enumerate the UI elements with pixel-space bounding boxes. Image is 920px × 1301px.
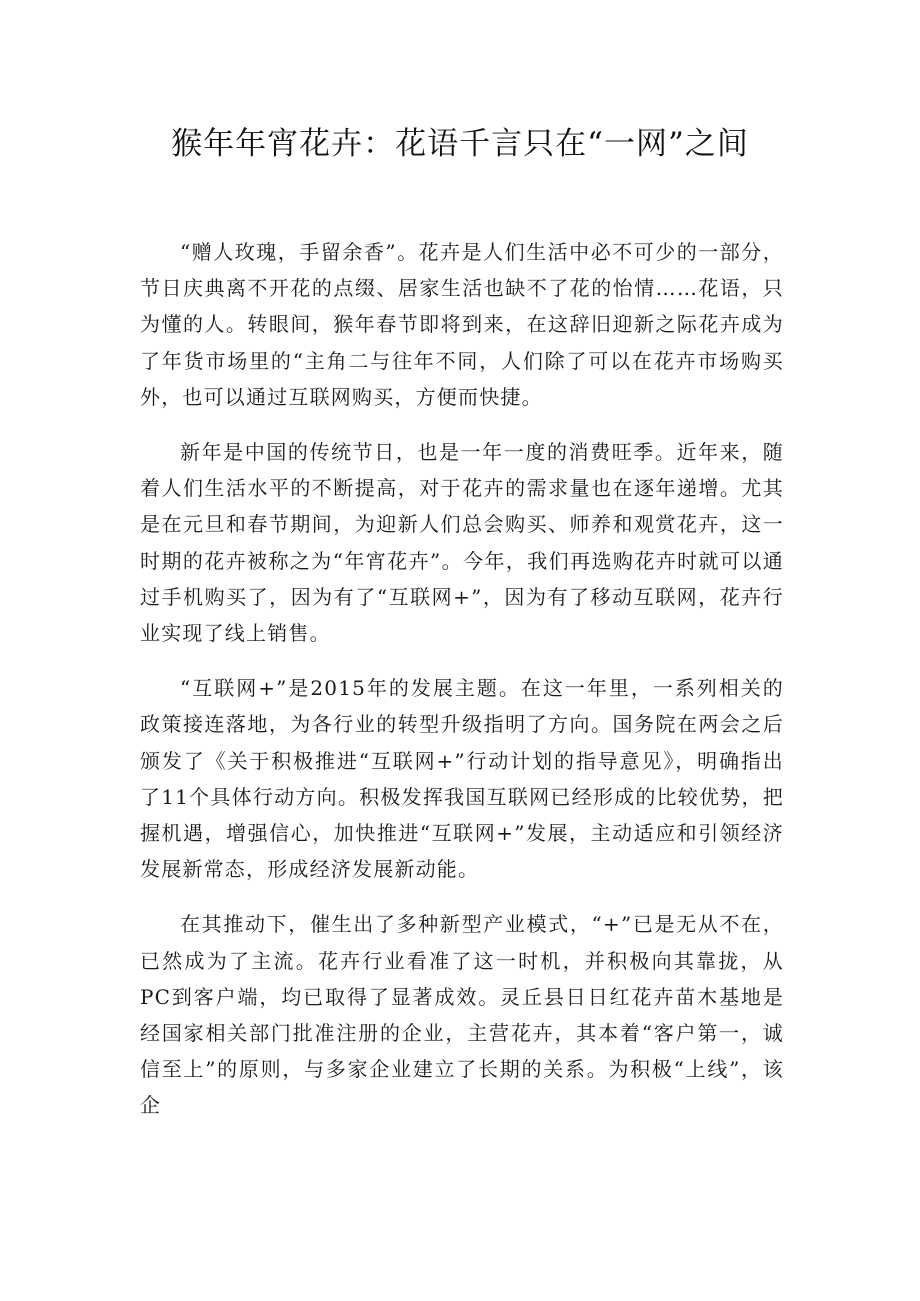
paragraph-2: 新年是中国的传统节日，也是一年一度的消费旺季。近年来，随着人们生活水平的不断提高，对于花卉的需求量也在逐年递增。尤其是在元旦和春节期间，为迎新人们总会购买、师养和观赏花卉，这一时期的花卉被称之为“年宵花卉”。今年，我们再选购花卉时就可以通过手机购买了，因为有了“互联网+”，因为有了移动互联网，花卉行业实现了线上销售。 <box>140 440 784 646</box>
document-title: 猴年年宵花卉：花语千言只在“一网”之间 <box>171 126 749 162</box>
document-body <box>140 234 784 1143</box>
paragraph-4: 在其推动下，催生出了多种新型产业模式，“+”已是无从不在，已然成为了主流。花卉行业看准了这一时机，并积极向其靠拢，从PC到客户端，均已取得了显著成效。灵丘县日日红花卉苗木基地是经国家相关部门批准注册的企业，主营花卉，其本着“客户第一，诚信至上”的原则，与多家企业建立了长期的关系。为积极“上线”，该企 <box>140 912 784 1118</box>
paragraph-1: “赠人玫瑰，手留余香”。花卉是人们生活中必不可少的一部分，节日庆典离不开花的点缀、居家生活也缺不了花的怡情……花语，只为懂的人。转眼间，猴年春节即将到来，在这辞旧迎新之际花卉成为了年货市场里的“主角二与往年不同，人们除了可以在花卉市场购买外，也可以通过互联网购买，方便而快捷。 <box>140 240 784 409</box>
paragraph-3: “互联网+”是2015年的发展主题。在这一年里，一系列相关的政策接连落地，为各行业的转型升级指明了方向。国务院在两会之后颁发了《关于积极推进“互联网+”行动计划的指导意见》，明确指出了11个具体行动方向。积极发挥我国互联网已经形成的比较优势，把握机遇，增强信心，加快推进“互联网+”发展，主动适应和引领经济发展新常态，形成经济发展新动能。 <box>140 676 784 882</box>
